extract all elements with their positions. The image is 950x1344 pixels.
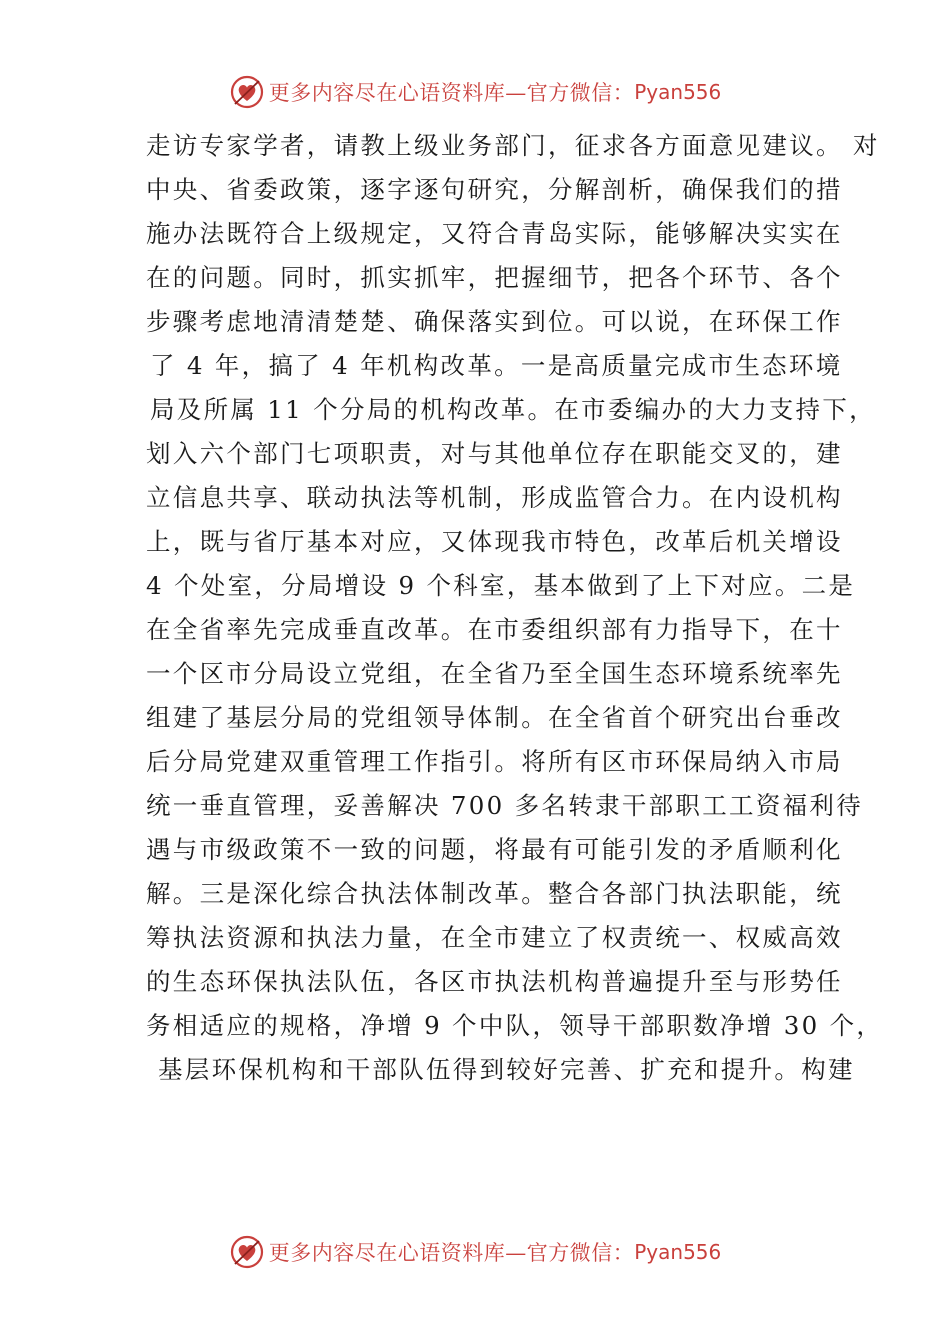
text-line: 组建了基层分局的党组领导体制。在全省首个研究出台垂改 — [146, 703, 843, 732]
text-line: 一个区市分局设立党组，在全省乃至全国生态环境系统率先 — [146, 659, 843, 688]
text-line: 在全省率先完成垂直改革。在市委组织部有力指导下，在十 — [146, 615, 843, 644]
watermark-text: 更多内容尽在心语资料库—官方微信： — [268, 81, 635, 105]
text-line: 筹执法资源和执法力量，在全市建立了权责统一、权威高效 — [146, 923, 843, 952]
text-line: 划入六个部门七项职责，对与其他单位存在职能交叉的，建 — [146, 439, 843, 468]
watermark-text: 更多内容尽在心语资料库—官方微信： — [268, 1241, 635, 1265]
text-line: 局及所属 11 个分局的机构改革。在市委编办的大力支持下， — [150, 395, 876, 424]
text-line: 施办法既符合上级规定，又符合青岛实际，能够解决实实在 — [146, 219, 843, 248]
footer-watermark — [0, 1234, 950, 1270]
text-line: 后分局党建双重管理工作指引。将所有区市环保局纳入市局 — [146, 747, 843, 776]
text-line: 步骤考虑地清清楚楚、确保落实到位。可以说，在环保工作 — [146, 307, 843, 336]
text-line: 中央、省委政策，逐字逐句研究，分解剖析，确保我们的措 — [146, 175, 843, 204]
document-body — [146, 124, 884, 1092]
text-line: 务相适应的规格，净增 9 个中队，领导干部职数净增 30 个， — [146, 1011, 884, 1040]
text-line: 统一垂直管理，妥善解决 700 多名转隶干部职工工资福利待 — [146, 791, 864, 820]
header-watermark — [0, 74, 950, 110]
text-line: 4 个处室，分局增设 9 个科室，基本做到了上下对应。二是 — [146, 571, 856, 600]
watermark-handle: Pyan556 — [634, 80, 722, 104]
heart-seal-icon — [229, 1234, 265, 1270]
text-line: 上，既与省厅基本对应，又体现我市特色，改革后机关增设 — [146, 527, 843, 556]
text-line: 在的问题。同时，抓实抓牢，把握细节，把各个环节、各个 — [146, 263, 843, 292]
heart-seal-icon — [229, 74, 265, 110]
text-line: 遇与市级政策不一致的问题，将最有可能引发的矛盾顺利化 — [146, 835, 843, 864]
text-line: 了 4 年，搞了 4 年机构改革。一是高质量完成市生态环境 — [150, 351, 843, 380]
text-line: 基层环保机构和干部队伍得到较好完善、扩充和提升。构建 — [158, 1055, 855, 1084]
text-line: 立信息共享、联动执法等机制，形成监管合力。在内设机构 — [146, 483, 843, 512]
text-line: 走访专家学者，请教上级业务部门，征求各方面意见建议。 对 — [146, 131, 880, 160]
text-line: 解。三是深化综合执法体制改革。整合各部门执法职能，统 — [146, 879, 843, 908]
watermark-handle: Pyan556 — [634, 1240, 722, 1264]
text-line: 的生态环保执法队伍，各区市执法机构普遍提升至与形势任 — [146, 967, 843, 996]
